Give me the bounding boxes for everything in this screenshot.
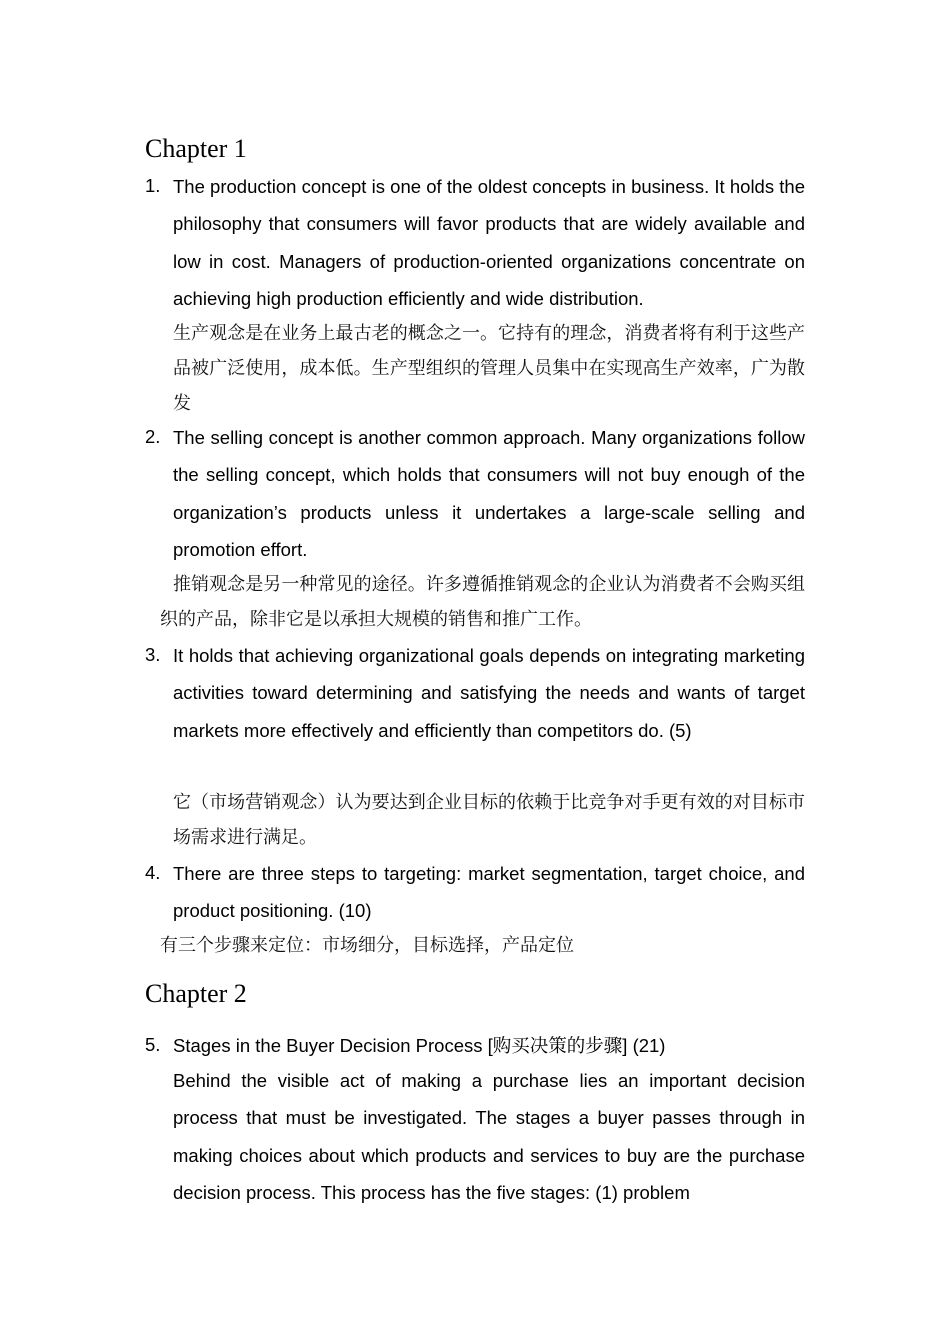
item-1-english: The production concept is one of the oldest concepts in business. It holds the philosophy that consumers will favor products that are widely available and low in cost. Managers of production-oriented organizations concentrate on achieving high production efficiently and wide distribution. xyxy=(173,176,805,310)
item-5-title: Stages in the Buyer Decision Process [购买决策的步骤] (21) xyxy=(173,1035,666,1056)
item-2-english: The selling concept is another common approach. Many organizations follow the selling concept, which holds that consumers will not buy enough of the organization’s products unless it undertakes a large-scale selling and promotion effort. xyxy=(173,427,805,561)
chapter-2-heading: Chapter 2 xyxy=(145,979,247,1008)
item-3-english: It holds that achieving organizational goals depends on integrating marketing activities toward determining and satisfying the needs and wants of target markets more effectively and efficiently than competitors do. (5) xyxy=(173,645,805,741)
item-5-english: Behind the visible act of making a purchase lies an important decision process that must be investigated. The stages a buyer passes through in making choices about which products and services to buy are the purchase decision process. This process has the five stages: (1) problem xyxy=(173,1070,805,1204)
item-1-number: 1. xyxy=(145,175,161,196)
item-4-chinese: 有三个步骤来定位：市场细分，目标选择，产品定位 xyxy=(160,935,574,956)
chapter-1-heading: Chapter 1 xyxy=(145,134,247,163)
item-5-number: 5. xyxy=(145,1034,161,1055)
item-2-number: 2. xyxy=(145,426,161,447)
item-2-chinese: 推销观念是另一种常见的途径。许多遵循推销观念的企业认为消费者不会购买组织的产品，除非它是以承担大规模的销售和推广工作。 xyxy=(160,574,805,630)
item-4-number: 4. xyxy=(145,862,161,883)
item-3-chinese: 它（市场营销观念）认为要达到企业目标的依赖于比竞争对手更有效的对目标市场需求进行满足。 xyxy=(173,792,805,848)
item-4-english: There are three steps to targeting: market segmentation, target choice, and product positioning. (10) xyxy=(173,863,805,922)
item-3-number: 3. xyxy=(145,644,161,665)
item-1-chinese: 生产观念是在业务上最古老的概念之一。它持有的理念，消费者将有利于这些产品被广泛使用，成本低。生产型组织的管理人员集中在实现高生产效率，广为散发 xyxy=(173,323,805,414)
